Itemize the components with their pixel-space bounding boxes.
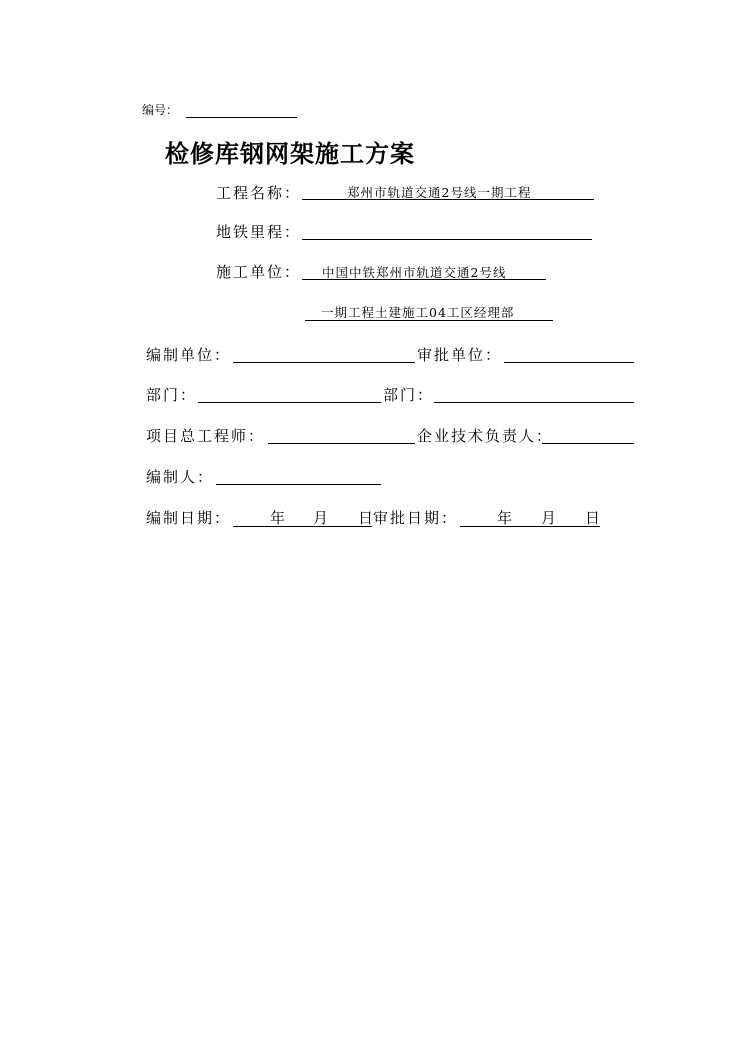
approve-date-label: 审批日期： (373, 509, 459, 527)
prepare-date-month: 月 (313, 509, 331, 527)
chief-engineer-label: 项目总工程师： (146, 427, 266, 445)
construction-unit-field-line2[interactable] (305, 320, 553, 321)
construction-unit-label: 施工单位： (216, 263, 302, 281)
prepare-unit-field[interactable] (233, 362, 415, 363)
approve-unit-field[interactable] (504, 362, 634, 363)
tech-lead-field[interactable] (542, 443, 634, 444)
prepare-date-field[interactable] (233, 526, 372, 527)
project-name-value: 郑州市轨道交通2号线一期工程 (347, 185, 532, 200)
dept-left-field[interactable] (198, 402, 381, 403)
preparer-label: 编制人： (146, 468, 215, 486)
prepare-unit-label: 编制单位： (146, 346, 232, 364)
approve-date-day: 日 (585, 509, 603, 527)
page-title: 检修库钢网架施工方案 (165, 139, 415, 168)
preparer-field[interactable] (216, 484, 381, 485)
doc-number-field[interactable] (186, 117, 297, 118)
approve-date-year: 年 (497, 509, 515, 527)
prepare-date-year: 年 (270, 509, 288, 527)
dept-right-label: 部门： (383, 386, 435, 404)
approve-unit-label: 审批单位： (417, 346, 503, 364)
approve-date-month: 月 (541, 509, 559, 527)
dept-left-label: 部门： (146, 386, 198, 404)
tech-lead-label: 企业技术负责人： (417, 427, 554, 445)
metro-mileage-field[interactable] (302, 239, 592, 240)
approve-date-field[interactable] (460, 526, 600, 527)
dept-right-field[interactable] (434, 402, 634, 403)
prepare-date-label: 编制日期： (146, 509, 232, 527)
metro-mileage-label: 地铁里程： (216, 223, 302, 241)
construction-unit-value-line1: 中国中铁郑州市轨道交通2号线 (322, 265, 507, 280)
prepare-date-day: 日 (358, 509, 376, 527)
construction-unit-field-line1[interactable] (302, 279, 546, 280)
project-name-label: 工程名称： (216, 184, 302, 202)
construction-unit-value-line2: 一期工程土建施工04工区经理部 (321, 305, 515, 320)
doc-number-label: 编号： (142, 103, 179, 117)
project-name-field[interactable] (302, 199, 594, 200)
chief-engineer-field[interactable] (268, 443, 415, 444)
